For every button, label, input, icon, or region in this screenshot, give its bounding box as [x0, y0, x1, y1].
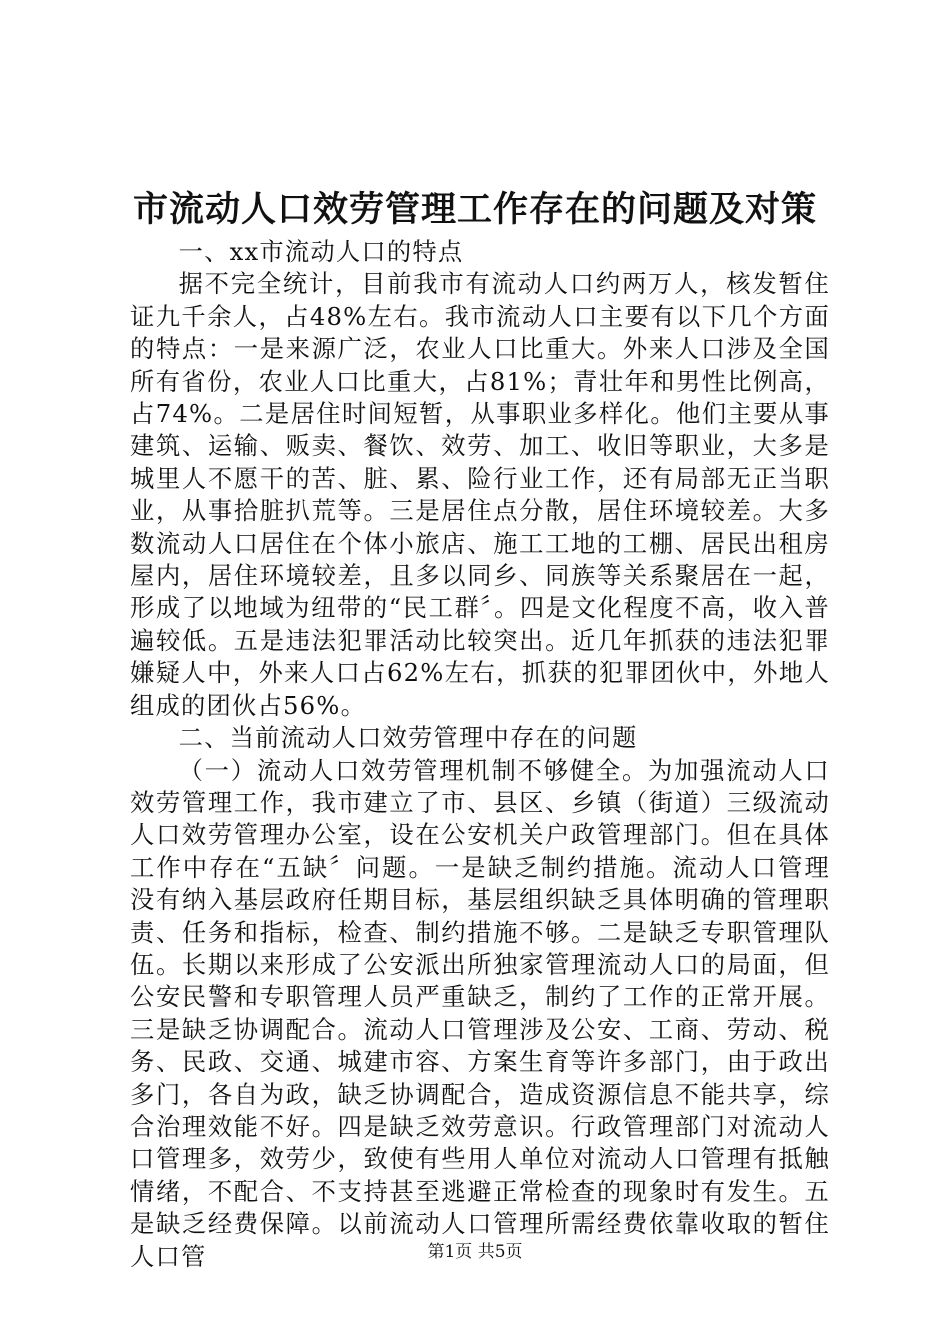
- document-body: [130, 236, 830, 1273]
- section-heading-1: 一、xx市流动人口的特点: [178, 237, 464, 266]
- section-heading-2: 二、当前流动人口效劳管理中存在的问题: [178, 723, 638, 753]
- paragraph-characteristics: 据不完全统计，目前我市有流动人口约两万人，核发暂住证九千余人，占48%左右。我市流动人口主要有以下几个方面的特点：一是来源广泛，农业人口比重大。外来人口涉及全国所有省份，农业人口比重大，占81%；青壮年和男性比例高，占74%。二是居住时间短暂，从事职业多样化。他们主要从事建筑、运输、贩卖、餐饮、效劳、加工、收旧等职业，大多是城里人不愿干的苦、脏、累、险行业工作，还有局部无正当职业，从事拾脏扒荒等。三是居住点分散，居住环境较差。大多数流动人口居住在个体小旅店、施工工地的工棚、居民出租房屋内，居住环境较差，且多以同乡、同族等关系聚居在一起，形成了以地域为纽带的“民工群〞。四是文化程度不高，收入普遍较低。五是违法犯罪活动比较突出。近几年抓获的违法犯罪嫌疑人中，外来人口占62%左右，抓获的犯罪团伙中，外地人组成的团伙占56%。: [130, 269, 830, 720]
- page-number: 第1页 共5页: [427, 1242, 523, 1262]
- document-title: 市流动人口效劳管理工作存在的问题及对策: [132, 189, 817, 230]
- paragraph-problems: （一）流动人口效劳管理机制不够健全。为加强流动人口效劳管理工作，我市建立了市、县区、乡镇（街道）三级流动人口效劳管理办公室，设在公安机关户政管理部门。但在具体工作中存在“五缺〞问题。一是缺乏制约措施。流动人口管理没有纳入基层政府任期目标，基层组织缺乏具体明确的管理职责、任务和指标，检查、制约措施不够。二是缺乏专职管理队伍。长期以来形成了公安派出所独家管理流动人口的局面，但公安民警和专职管理人员严重缺乏，制约了工作的正常开展。三是缺乏协调配合。流动人口管理涉及公安、工商、劳动、税务、民政、交通、城建市容、方案生育等许多部门，由于政出多门，各自为政，缺乏协调配合，造成资源信息不能共享，综合治理效能不好。四是缺乏效劳意识。行政管理部门对流动人口管理多，效劳少，致使有些用人单位对流动人口管理有抵触情绪，不配合、不支持甚至逃避正常检查的现象时有发生。五是缺乏经费保障。以前流动人口管理所需经费依靠收取的暂住人口管: [130, 755, 830, 1271]
